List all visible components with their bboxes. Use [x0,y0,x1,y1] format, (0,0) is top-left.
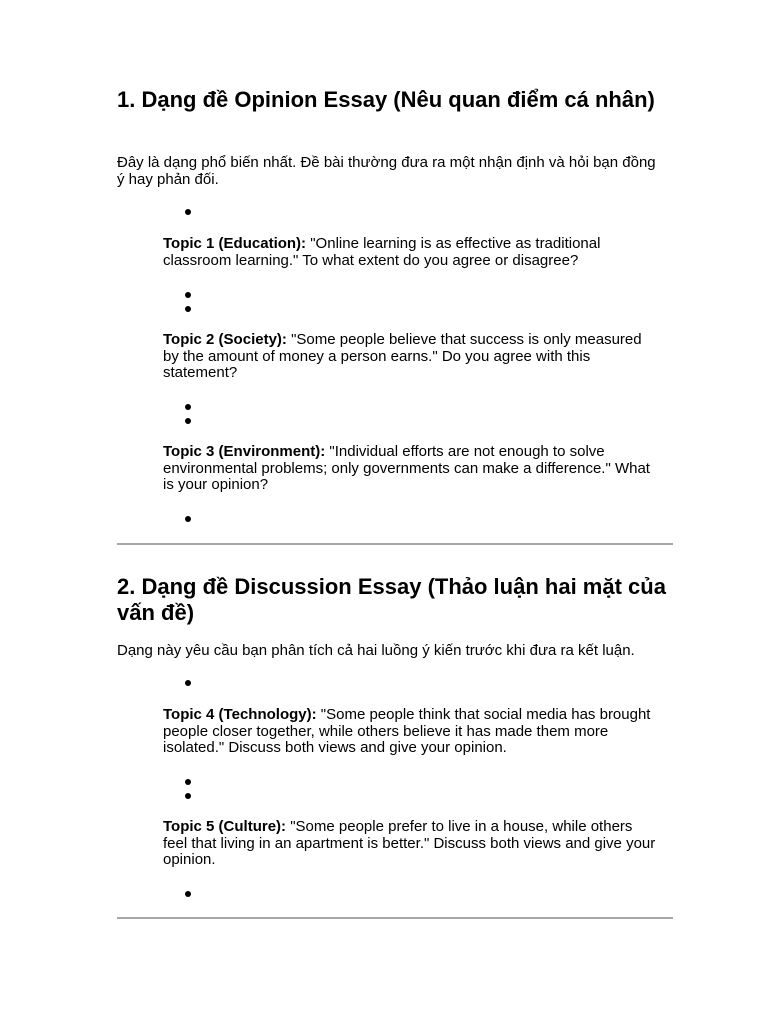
topic-1-label: Topic 1 (Education): [163,235,307,252]
list-bullet [185,516,191,522]
list-bullet [185,793,191,799]
topic-4-label: Topic 4 (Technology): [163,706,317,723]
topic-5-label: Topic 5 (Culture): [163,818,287,835]
topic-4-text: "Some people think that social media has brought people closer together, while others believe it has made them more isolated." Discuss both views and give your opinion. [163,706,651,757]
list-bullet [185,418,191,424]
topic-3-text: "Individual efforts are not enough to solve environmental problems; only governments can make a difference." What is your opinion? [163,443,650,494]
section-1-intro: Đây là dạng phổ biến nhất. Đề bài thường đưa ra một nhận định và hỏi bạn đồng ý hay phản đối. [117,154,656,188]
topic-3 [163,444,659,494]
topic-1 [163,236,659,269]
section-2-heading: 2. Dạng đề Discussion Essay (Thảo luận hai mặt của vấn đề) [117,574,666,625]
list-bullet [185,306,191,312]
list-bullet [185,891,191,897]
list-bullet [185,292,191,298]
topic-1-text: "Online learning is as effective as traditional classroom learning." To what extent do you agree or disagree? [163,235,601,269]
section-divider [117,917,673,919]
topic-2-text: "Some people believe that success is only measured by the amount of money a person earns." Do you agree with this statement? [163,331,642,382]
section-1-heading: 1. Dạng đề Opinion Essay (Nêu quan điểm cá nhân) [117,87,655,112]
topic-3-label: Topic 3 (Environment): [163,443,326,460]
list-bullet [185,680,191,686]
list-bullet [185,404,191,410]
topic-2 [163,332,659,382]
topic-5 [163,819,659,869]
topic-5-text: "Some people prefer to live in a house, while others feel that living in an apartment is better." Discuss both views and give your opinion. [163,818,656,869]
topic-4 [163,707,659,757]
section-2-intro: Dạng này yêu cầu bạn phân tích cả hai luồng ý kiến trước khi đưa ra kết luận. [117,642,635,659]
topic-2-label: Topic 2 (Society): [163,331,287,348]
section-divider [117,543,673,545]
list-bullet [185,209,191,215]
list-bullet [185,779,191,785]
